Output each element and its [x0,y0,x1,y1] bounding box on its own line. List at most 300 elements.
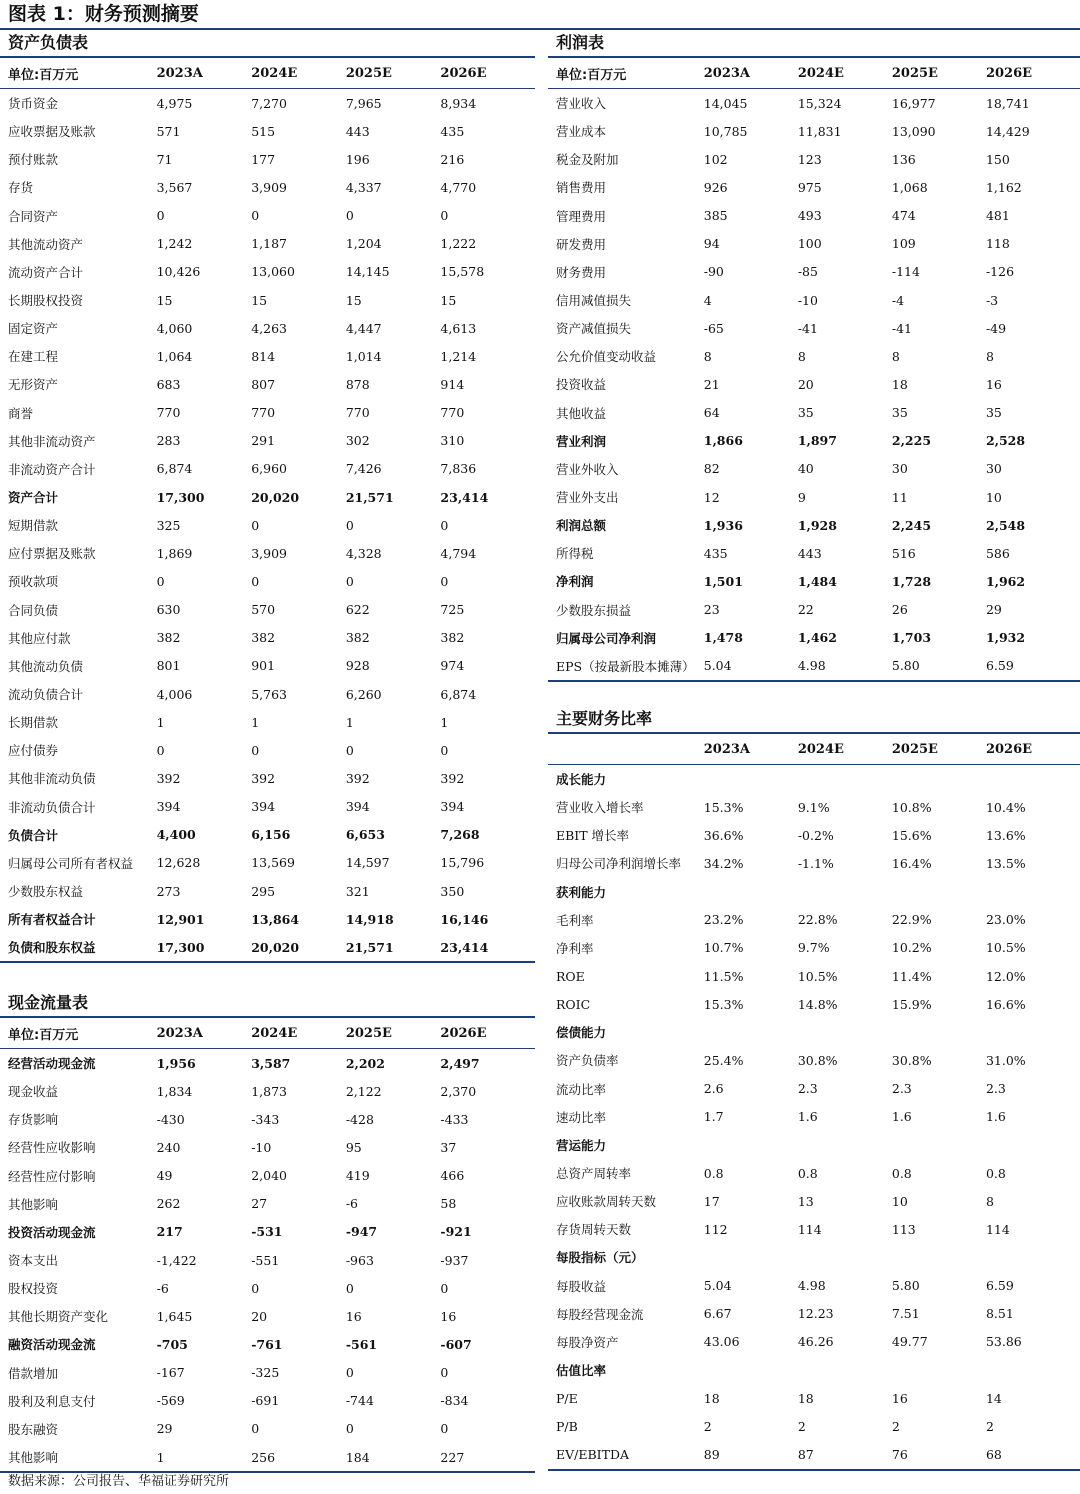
value-cell: 0 [440,1421,449,1437]
row-label: 每股指标（元） [556,1250,644,1266]
row-label: P/B [556,1418,578,1434]
year-header: 2026E [440,65,487,81]
value-cell: 0 [345,742,354,758]
value-cell: 23,414 [440,489,489,505]
row-label: 少数股东损益 [556,602,632,618]
value-cell: 22 [797,602,814,618]
balance-sheet-title: 资产负债表 [0,30,535,58]
value-cell: 1,242 [156,236,193,252]
cash-flow-title: 现金流量表 [0,990,535,1018]
value-cell: 443 [797,545,822,561]
value-cell: 177 [251,151,276,167]
value-cell: 4,400 [156,827,196,843]
value-cell: 16.6% [985,996,1026,1012]
year-header: 2025E [345,65,392,81]
table-row [548,314,1080,342]
value-cell: 1,728 [891,573,932,589]
row-label: 应付票据及账款 [8,546,96,562]
table-row [548,624,1080,652]
value-cell: 1,928 [797,517,837,533]
value-cell: 2,548 [985,517,1026,533]
value-cell: 102 [703,151,728,167]
row-label: 财务费用 [556,264,607,280]
value-cell: 6,260 [345,686,382,702]
table-row [0,764,535,792]
table-row [548,1018,1080,1046]
value-cell: 1,873 [251,1083,287,1099]
value-cell: -126 [985,264,1015,280]
value-cell: 392 [156,770,181,786]
value-cell: 40 [797,461,814,477]
value-cell: 4,794 [440,545,477,561]
value-cell: 1,204 [345,236,382,252]
table-row [548,89,1080,117]
value-cell: 0 [251,742,260,758]
table-row [548,145,1080,173]
value-cell: 7,268 [440,827,480,843]
value-cell: 394 [440,799,465,815]
row-label: 长期借款 [8,715,59,731]
value-cell: 2 [797,1418,806,1434]
value-cell: 21,571 [345,489,394,505]
table-row [548,511,1080,539]
value-cell: 58 [440,1196,457,1212]
value-cell: 30 [891,461,908,477]
value-cell: 43.06 [703,1334,740,1350]
value-cell: 4.98 [797,658,826,674]
value-cell: 295 [251,883,276,899]
value-cell: -325 [251,1365,280,1381]
value-cell: 0 [345,1365,354,1381]
row-label: P/E [556,1390,578,1406]
income-rows [548,89,1080,680]
value-cell: 11,831 [797,123,842,139]
year-header: 2024E [797,741,844,757]
table-row [548,483,1080,511]
row-label: 非流动资产合计 [8,461,96,477]
value-cell: -691 [251,1393,280,1409]
row-label: 借款增加 [8,1365,59,1381]
table-end-rule [0,961,535,963]
value-cell: 4,975 [156,95,193,111]
value-cell: -10 [797,292,818,308]
value-cell: 0.8 [703,1165,724,1181]
value-cell: 4 [703,292,712,308]
value-cell: 2.3 [797,1081,818,1097]
value-cell: 71 [156,151,173,167]
value-cell: 382 [156,630,181,646]
table-row [548,849,1080,877]
value-cell: -569 [156,1393,185,1409]
value-cell: 725 [440,602,465,618]
value-cell: 1,484 [797,573,837,589]
value-cell: 622 [345,602,370,618]
value-cell: 392 [345,770,370,786]
value-cell: -3 [985,292,999,308]
value-cell: 53.86 [985,1334,1022,1350]
value-cell: 18 [797,1390,814,1406]
row-label: 归属母公司所有者权益 [8,855,134,871]
value-cell: 2 [985,1418,994,1434]
value-cell: 4,006 [156,686,193,702]
value-cell: 30 [985,461,1002,477]
table-row [548,652,1080,680]
value-cell: 227 [440,1449,465,1465]
table-row [548,202,1080,230]
table-row [0,1246,535,1274]
row-label: 其他收益 [556,405,607,421]
value-cell: 1 [251,714,260,730]
table-row [0,1274,535,1302]
value-cell: -921 [440,1224,472,1240]
value-cell: 926 [703,179,728,195]
value-cell: 878 [345,376,370,392]
value-cell: 15 [440,292,457,308]
value-cell: 10 [985,489,1002,505]
value-cell: 4,328 [345,545,382,561]
row-label: ROIC [556,996,591,1012]
row-label: 长期股权投资 [8,293,84,309]
row-label: 其他流动负债 [8,658,84,674]
table-row [548,1412,1080,1440]
value-cell: 683 [156,376,181,392]
value-cell: 13 [797,1193,814,1209]
value-cell: 493 [797,208,822,224]
row-label: 其他非流动负债 [8,771,96,787]
row-label: 信用减值损失 [556,293,632,309]
table-row [548,906,1080,934]
row-label: 货币资金 [8,96,59,112]
value-cell: 385 [703,208,728,224]
value-cell: 6,960 [251,461,287,477]
table-row [548,1131,1080,1159]
value-cell: 1,501 [703,573,743,589]
value-cell: 5.80 [891,1278,920,1294]
value-cell: 1 [156,714,165,730]
table-row [0,1049,535,1077]
value-cell: 15.6% [891,827,932,843]
value-cell: 283 [156,433,181,449]
value-cell: -430 [156,1111,185,1127]
value-cell: 16 [440,1308,457,1324]
row-label: 其他应付款 [8,630,71,646]
value-cell: 0 [440,573,449,589]
value-cell: 1,936 [703,517,743,533]
value-cell: 22.9% [891,912,932,928]
value-cell: 0 [251,1421,260,1437]
value-cell: 23.2% [703,912,744,928]
value-cell: 928 [345,658,370,674]
value-cell: -6 [156,1280,169,1296]
value-cell: 14,429 [985,123,1030,139]
year-header: 2025E [891,741,938,757]
value-cell: 443 [345,123,370,139]
value-cell: 35 [891,405,908,421]
value-cell: 15.3% [703,799,744,815]
table-end-rule [548,1469,1080,1471]
table-row [548,765,1080,793]
value-cell: 392 [251,770,276,786]
value-cell: -1,422 [156,1252,197,1268]
value-cell: 16 [985,376,1002,392]
value-cell: -937 [440,1252,469,1268]
value-cell: 770 [251,405,276,421]
table-row [0,793,535,821]
row-label: 其他长期资产变化 [8,1309,109,1325]
value-cell: 7,965 [345,95,382,111]
row-label: 营业收入 [556,96,607,112]
row-label: 无形资产 [8,377,59,393]
row-label: 营业利润 [556,433,607,449]
cash-flow-header [0,1018,535,1049]
value-cell: 240 [156,1139,181,1155]
value-cell: 382 [251,630,276,646]
value-cell: 15.9% [891,996,932,1012]
value-cell: 310 [440,433,465,449]
table-row [0,708,535,736]
row-label: 少数股东权益 [8,884,84,899]
table-row [0,511,535,539]
value-cell: 515 [251,123,276,139]
value-cell: 27 [251,1196,268,1212]
table-row [0,89,535,117]
row-label: 资产合计 [8,490,59,506]
value-cell: 46.26 [797,1334,834,1350]
value-cell: 2.3 [985,1081,1006,1097]
row-label: 净利率 [556,940,594,956]
value-cell: 95 [345,1139,362,1155]
value-cell: 0.8 [797,1165,818,1181]
value-cell: 3,909 [251,545,287,561]
value-cell: 21 [703,376,720,392]
value-cell: 0 [440,1365,449,1381]
value-cell: 2.6 [703,1081,724,1097]
value-cell: 262 [156,1196,181,1212]
value-cell: 975 [797,179,822,195]
value-cell: 0 [251,517,260,533]
value-cell: 4,770 [440,179,477,195]
value-cell: 350 [440,883,465,899]
value-cell: 14.8% [797,996,838,1012]
value-cell: 109 [891,236,916,252]
value-cell: 17,300 [156,489,205,505]
year-header: 2024E [251,1025,298,1041]
value-cell: 18 [891,376,908,392]
value-cell: 196 [345,151,370,167]
table-row [0,314,535,342]
value-cell: 35 [797,405,814,421]
table-row [0,399,535,427]
row-label: 预收款项 [8,574,59,590]
value-cell: 1.6 [797,1109,818,1125]
value-cell: 49.77 [891,1334,928,1350]
table-row [0,1105,535,1133]
row-label: 投资收益 [556,377,607,393]
cash-flow-rows [0,1049,535,1471]
value-cell: 1 [156,1449,165,1465]
row-label: 存货影响 [8,1112,59,1128]
row-label: 股东融资 [8,1421,59,1437]
value-cell: 0 [345,573,354,589]
table-row [548,567,1080,595]
value-cell: 2,528 [985,433,1026,449]
value-cell: 630 [156,602,181,618]
table-row [548,230,1080,258]
value-cell: 14,045 [703,95,748,111]
value-cell: 14,597 [345,855,390,871]
value-cell: -4 [891,292,905,308]
row-label: 应收账款周转天数 [556,1194,657,1210]
table-row [548,1243,1080,1271]
year-header: 2024E [251,65,298,81]
value-cell: 8 [891,348,900,364]
value-cell: 801 [156,658,181,674]
year-header: 2023A [156,65,203,81]
value-cell: 4,060 [156,320,193,336]
balance-sheet-rows [0,89,535,961]
table-row [0,680,535,708]
row-label: 营运能力 [556,1137,607,1153]
income-panel [548,30,1080,682]
row-label: 负债和股东权益 [8,940,96,956]
value-cell: 1,222 [440,236,477,252]
value-cell: -10 [251,1139,272,1155]
income-header [548,58,1080,89]
value-cell: 29 [156,1421,173,1437]
value-cell: 7,426 [345,461,382,477]
table-row [0,286,535,314]
row-label: 应收票据及账款 [8,124,96,140]
value-cell: 0 [251,1280,260,1296]
value-cell: -90 [703,264,724,280]
table-row [0,483,535,511]
table-row [548,878,1080,906]
value-cell: 64 [703,405,720,421]
value-cell: 14 [985,1390,1002,1406]
table-row [548,370,1080,398]
value-cell: 15.3% [703,996,744,1012]
year-header: 2023A [703,65,751,81]
year-header: 2025E [345,1025,392,1041]
row-label: 融资活动现金流 [8,1337,96,1353]
value-cell: 571 [156,123,181,139]
table-row [548,427,1080,455]
row-label: 经营性应收影响 [8,1140,96,1156]
value-cell: 10.2% [891,940,932,956]
value-cell: -41 [797,320,818,336]
row-label: 速动比率 [556,1109,607,1125]
value-cell: 123 [797,151,822,167]
value-cell: 3,587 [251,1055,291,1071]
value-cell: 321 [345,883,370,899]
row-label: 存货 [8,180,34,196]
source-note: 数据来源：公司报告、华福证券研究所 [8,1474,230,1489]
ratios-rows [548,765,1080,1469]
value-cell: 382 [345,630,370,646]
table-row [0,455,535,483]
value-cell: 1 [345,714,354,730]
value-cell: 8 [703,348,712,364]
value-cell: 6.59 [985,658,1014,674]
value-cell: 807 [251,376,276,392]
table-row [0,117,535,145]
row-label: 所有者权益合计 [8,912,96,928]
row-label: 每股经营现金流 [556,1306,644,1322]
value-cell: 20,020 [251,489,300,505]
value-cell: 302 [345,433,370,449]
value-cell: 901 [251,658,276,674]
value-cell: 0 [156,742,165,758]
value-cell: -834 [440,1393,469,1409]
value-cell: 35 [985,405,1002,421]
row-label: 合同负债 [8,602,59,618]
unit-label: 单位:百万元 [8,1027,79,1043]
value-cell: 394 [345,799,370,815]
row-label: 股利及利息支付 [8,1393,96,1409]
value-cell: 1 [440,714,449,730]
value-cell: 1,703 [891,630,932,646]
row-label: 预付账款 [8,152,59,168]
value-cell: 9.1% [797,799,830,815]
value-cell: 22.8% [797,912,838,928]
value-cell: 15 [156,292,173,308]
value-cell: 8 [985,348,994,364]
value-cell: 136 [891,151,916,167]
row-label: 税金及附加 [556,152,619,168]
value-cell: 1,162 [985,179,1022,195]
table-row [0,1359,535,1387]
table-row [548,1103,1080,1131]
value-cell: 18 [703,1390,720,1406]
value-cell: 8.51 [985,1306,1014,1322]
row-label: 总资产周转率 [556,1166,632,1182]
table-row [548,962,1080,990]
table-row [0,1077,535,1105]
value-cell: 1,064 [156,348,193,364]
value-cell: -705 [156,1336,188,1352]
value-cell: -6 [345,1196,358,1212]
row-label: 负债合计 [8,827,59,843]
row-label: 存货周转天数 [556,1222,632,1238]
value-cell: 16 [891,1390,908,1406]
value-cell: 1,462 [797,630,837,646]
value-cell: 770 [345,405,370,421]
value-cell: 9 [797,489,806,505]
row-label: 其他影响 [8,1450,59,1466]
value-cell: 2,202 [345,1055,385,1071]
value-cell: 325 [156,517,181,533]
value-cell: 89 [703,1446,720,1462]
value-cell: 3,567 [156,179,193,195]
row-label: EV/EBITDA [556,1446,629,1462]
value-cell: 8 [985,1193,994,1209]
value-cell: 13,090 [891,123,936,139]
value-cell: -744 [345,1393,374,1409]
value-cell: 100 [797,236,822,252]
value-cell: 0 [440,208,449,224]
value-cell: 30.8% [891,1052,932,1068]
row-label: 固定资产 [8,321,59,337]
table-row [548,596,1080,624]
table-row [0,877,535,905]
table-row [548,793,1080,821]
value-cell: 419 [345,1168,370,1184]
value-cell: 1.6 [985,1109,1006,1125]
value-cell: 1,014 [345,348,382,364]
table-row [0,736,535,764]
table-row [548,342,1080,370]
value-cell: -167 [156,1365,185,1381]
